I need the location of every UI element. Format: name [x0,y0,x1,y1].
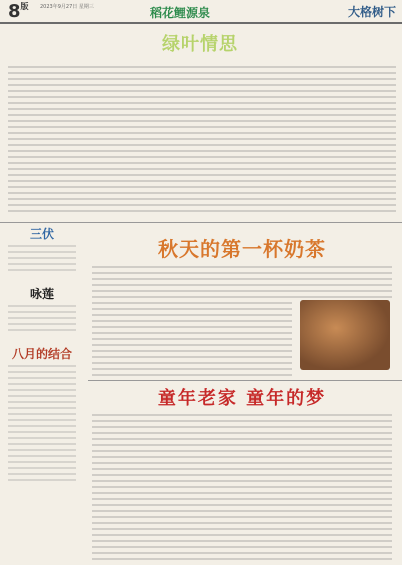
poem-2-lines [8,305,76,335]
article-2-text-placeholder [92,302,292,376]
page-number [8,1,29,22]
poem-3-lines [8,365,76,485]
headline-3-band [88,384,396,408]
article-2-intro-placeholder [92,266,392,298]
headline-1-box [130,30,270,56]
article-3-text-placeholder [92,414,392,560]
milk-tea-photo [300,300,390,370]
divider-2 [88,380,402,381]
section-title: 大格树下 [347,5,396,19]
article-2-body [92,302,292,376]
poem-3-title: 八月的结合 [11,347,72,361]
article-1-body [8,66,396,216]
divider-1 [0,222,402,223]
poem-1-lines [8,245,76,275]
date-line: 2023年9月27日 星期三 [40,4,94,10]
poem-2-text-placeholder [8,305,76,335]
poem-1-text-placeholder [8,245,76,275]
page-number-suffix: 版 [20,2,29,11]
headline-2: 秋天的第一杯奶茶 [158,237,326,261]
page-number-value: 8 [8,1,21,22]
article-3-body [92,414,392,560]
poem-3-text-placeholder [8,365,76,485]
poetry-column [2,225,82,560]
headline-1: 绿叶情思 [162,34,238,55]
headline-3: 童年老家 童年的梦 [157,388,327,409]
poem-2-title: 咏莲 [29,287,54,301]
poem-2 [2,285,82,335]
article-2-intro [92,266,392,298]
article-1-text-placeholder [8,66,396,216]
masthead [0,0,402,24]
newspaper-title: 稻花鲤源泉 [150,6,211,20]
poem-1 [2,225,82,275]
poem-3 [2,345,82,485]
headline-2-band [88,232,396,260]
poem-1-title: 三伏 [29,227,54,241]
